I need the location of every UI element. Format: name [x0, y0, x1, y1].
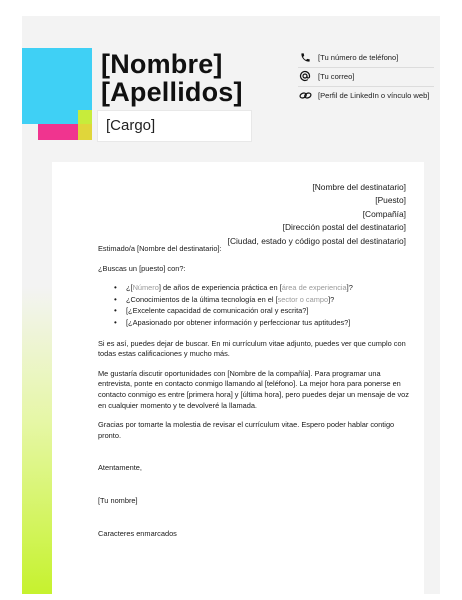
- recipient-city[interactable]: [Ciudad, estado y código postal del destinatario]: [227, 235, 406, 246]
- list-item[interactable]: • ¿[Número] de años de experiencia práctica en [área de experiencia]?: [118, 283, 414, 294]
- recipient-name[interactable]: [Nombre del destinatario]: [312, 182, 406, 192]
- footer-note[interactable]: Caracteres enmarcados: [98, 528, 177, 538]
- list-item[interactable]: • ¿Conocimientos de la última tecnología en el [sector o campo]?: [118, 295, 414, 306]
- phone-text[interactable]: [Tu número de teléfono]: [318, 52, 399, 62]
- contact-phone-row[interactable]: [298, 48, 398, 66]
- recipient-position[interactable]: [Puesto]: [375, 195, 406, 206]
- first-name[interactable]: [Nombre]: [101, 49, 223, 79]
- recipient-company[interactable]: [Compañía]: [362, 208, 406, 219]
- greeting[interactable]: Estimado/a [Nombre del destinatario]:: [98, 244, 222, 253]
- link-icon: [298, 88, 312, 102]
- email-at-icon: [298, 69, 312, 83]
- linkedin-text[interactable]: [Perfil de LinkedIn o vínculo web]: [318, 90, 430, 100]
- green-gradient-strip: [22, 210, 52, 594]
- job-title-box[interactable]: [97, 110, 252, 142]
- list-item[interactable]: • [¿Apasionado por obtener información y perfeccionar tus aptitudes?]: [118, 318, 414, 329]
- paragraph-qualifications[interactable]: Si es así, puedes dejar de buscar. En mi currículum vitae adjunto, puedes ver que cumplo con todas estas calificaciones y mucho más.: [98, 338, 406, 359]
- signature-name[interactable]: [Tu nombre]: [98, 495, 138, 505]
- intro-question[interactable]: ¿Buscas un [puesto] con?:: [98, 263, 186, 273]
- contact-link-row[interactable]: [298, 86, 429, 104]
- recipient-block: [228, 181, 406, 248]
- phone-icon: [298, 50, 312, 64]
- job-title[interactable]: [Cargo]: [106, 117, 156, 134]
- lime-block: [78, 110, 92, 124]
- full-name[interactable]: [101, 50, 243, 106]
- paragraph-contact[interactable]: Me gustaría discutir oportunidades con [Nombre de la compañía]. Para programar una entrevista, ponte en contacto conmigo llamando al [teléfono]. La mejor hora para ponerse en contacto conmigo es entre [primera hora] y [última hora], pero puedes dejar un mensaje de voz en cualquier momento y te devolveré la llamada.: [98, 368, 409, 410]
- contact-email-row[interactable]: [298, 67, 354, 85]
- list-item[interactable]: • [¿Excelente capacidad de comunicación oral y escrita?]: [118, 306, 414, 317]
- email-text[interactable]: [Tu correo]: [318, 71, 355, 81]
- closing[interactable]: Atentamente,: [98, 463, 142, 473]
- yellow-block: [78, 124, 92, 140]
- qualification-list: [118, 283, 414, 328]
- last-name[interactable]: [Apellidos]: [101, 77, 243, 107]
- letter-body: [98, 244, 414, 539]
- pink-block: [38, 124, 78, 140]
- paragraph-thanks[interactable]: Gracias por tomarte la molestia de revisar el currículum vitae. Espero poder hablar contigo pronto.: [98, 420, 395, 440]
- recipient-address[interactable]: [Dirección postal del destinatario]: [282, 222, 406, 233]
